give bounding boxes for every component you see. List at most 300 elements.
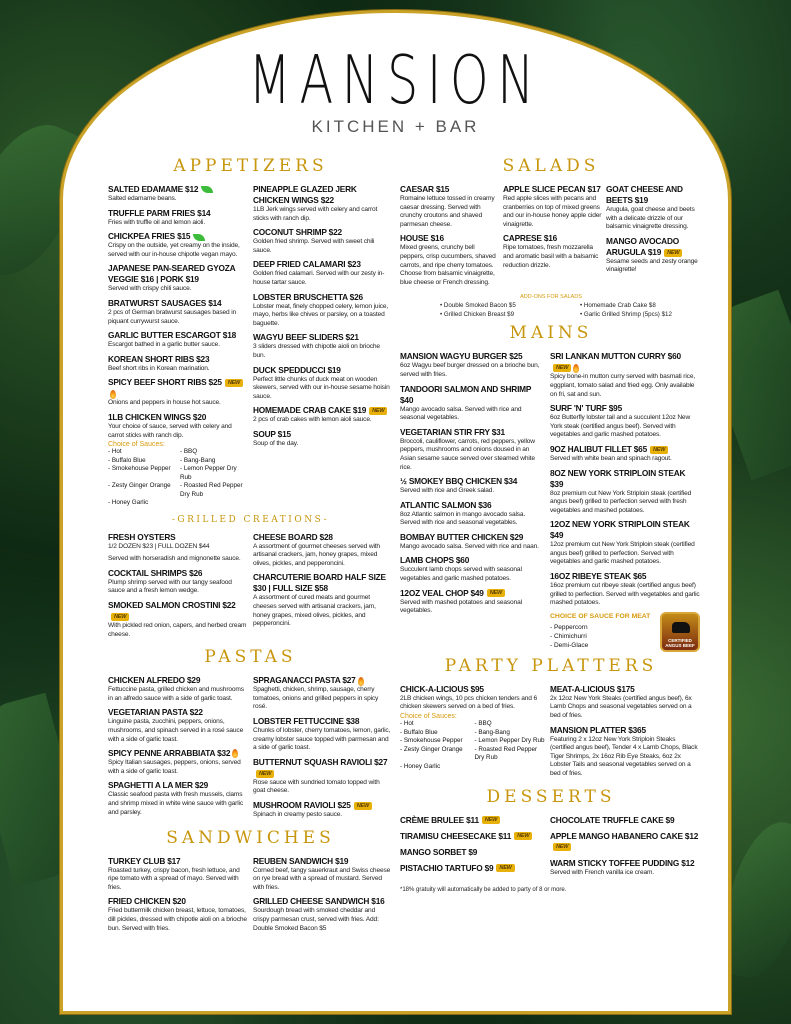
menu-item-description: 12oz premium cut New York Striploin steak (certified angus beef) grilled to perfection. Served with vegetables and garlic mashed potatoes. xyxy=(550,541,695,566)
item-title: CHICK-A-LICIOUS $95 xyxy=(400,683,484,694)
menu-item xyxy=(108,707,248,744)
menu-item-name xyxy=(253,365,393,376)
sauce-option: - Buffalo Blue xyxy=(400,728,438,736)
sauce-option: - Honey Garlic xyxy=(400,762,441,770)
item-title: VEGETARIAN PASTA $22 xyxy=(108,707,203,718)
menu-item-name xyxy=(253,429,393,440)
salads-col-1 xyxy=(400,184,500,291)
menu-item-name xyxy=(400,351,545,362)
item-title: SMOKED SALMON CROSTINI $22 xyxy=(108,600,236,610)
menu-item-description: Fettuccine pasta, grilled chicken and mushrooms in an alfredo sauce with a side of garlic toast. xyxy=(108,686,244,702)
new-badge: NEW xyxy=(487,589,505,597)
menu-item xyxy=(253,532,393,569)
item-title: TURKEY CLUB $17 xyxy=(108,855,181,866)
item-title: HOMEMADE CRAB CAKE $19 xyxy=(253,405,367,416)
sauce-option: - Zesty Ginger Orange xyxy=(108,482,171,490)
salads-grid xyxy=(400,184,702,291)
sauce-option: - Lemon Pepper Dry Rub xyxy=(474,737,545,745)
item-title: 16OZ RIBEYE STEAK $65 xyxy=(550,571,647,582)
addon-item: • Double Smoked Bacon $5 xyxy=(440,302,516,310)
desserts-col-1 xyxy=(400,815,545,883)
new-badge: NEW xyxy=(369,407,387,415)
item-title: FRESH OYSTERS xyxy=(108,531,176,542)
menu-item-name xyxy=(108,298,248,309)
item-title: CHICKPEA FRIES $15 xyxy=(108,231,191,242)
menu-item xyxy=(550,519,700,567)
menu-item-description: Ripe tomatoes, fresh mozzarella and aromatic basil with a balsamic reduction drizzle. xyxy=(503,244,599,269)
item-title: TRUFFLE PARM FRIES $14 xyxy=(108,207,211,218)
item-title: TANDOORI SALMON AND SHRIMP $40 xyxy=(400,383,532,405)
item-title: 9OZ HALIBUT FILLET $65 xyxy=(550,443,648,454)
addon-item: • Homemade Crab Cake $8 xyxy=(580,302,656,310)
menu-item-name xyxy=(550,444,700,455)
spicy-flame-icon xyxy=(573,364,579,373)
item-title: SALTED EDAMAME $12 xyxy=(108,184,199,194)
menu-item-name xyxy=(503,233,603,244)
item-title: KOREAN SHORT RIBS $23 xyxy=(108,353,210,364)
menu-item-name xyxy=(550,468,700,490)
menu-item-name xyxy=(606,236,704,258)
menu-item-name xyxy=(550,831,700,853)
item-title: PINEAPPLE GLAZED JERK CHICKEN WINGS $22 xyxy=(253,184,357,205)
item-title: 12OZ NEW YORK STRIPLOIN STEAK $49 xyxy=(550,519,690,541)
salads-col-3 xyxy=(606,184,704,291)
menu-item-description: 1/2 DOZEN $23 | FULL DOZEN $44 xyxy=(108,542,210,550)
menu-item-description: Rose sauce with sundried tomato topped with goat cheese. xyxy=(253,778,380,795)
new-badge: NEW xyxy=(482,816,500,824)
menu-item-description: Served with rice and Greek salad. xyxy=(400,487,495,495)
menu-item-name xyxy=(108,675,248,686)
item-title: SPRAGANACCI PASTA $27 xyxy=(253,675,356,686)
menu-item xyxy=(108,856,248,893)
menu-item-name xyxy=(550,684,700,695)
grilled-col-1 xyxy=(108,532,248,644)
menu-item-name xyxy=(108,377,248,399)
new-badge: NEW xyxy=(225,379,243,387)
vegan-leaf-icon xyxy=(193,234,205,241)
sauce-heading: Choice of Sauces: xyxy=(400,713,457,721)
sauce-heading: Choice of Sauces: xyxy=(108,441,165,449)
item-title: WAGYU BEEF SLIDERS $21 xyxy=(253,332,359,343)
item-title: DUCK SPEDDUCCI $19 xyxy=(253,364,341,375)
menu-item xyxy=(253,757,393,796)
menu-item-name xyxy=(400,684,545,695)
menu-item xyxy=(108,298,248,326)
item-title: CRÈME BRULEE $11 xyxy=(400,814,479,825)
menu-item-name xyxy=(550,519,700,541)
item-title: LAMB CHOPS $60 xyxy=(400,555,470,566)
menu-item-description: Roasted turkey, crispy bacon, fresh lettuce, and ripe tomato with a spread of mayo. Served with fries. xyxy=(108,866,240,891)
menu-item xyxy=(108,896,248,933)
menu-item-description: Arugula, goat cheese and beets with a delicate drizzle of our balsamic vinaigrette dressing. xyxy=(606,206,695,231)
meat-sauce-text xyxy=(550,612,650,650)
addon-item: • Garlic Grilled Shrimp (5pcs) $12 xyxy=(580,311,672,319)
appetizers-grid xyxy=(108,184,393,512)
mains-col-1 xyxy=(400,351,545,652)
menu-item xyxy=(400,588,545,616)
menu-item xyxy=(108,412,248,508)
grilled-grid xyxy=(108,532,393,644)
item-title: CHEESE BOARD $28 xyxy=(253,531,333,542)
menu-item-name xyxy=(400,815,545,826)
menu-item-name xyxy=(108,780,248,791)
party-grid xyxy=(400,684,702,783)
menu-item-description: 8oz Atlantic salmon in mango avocado salsa. Served with rice and seasonal vegetables. xyxy=(400,510,526,527)
menu-item xyxy=(550,351,700,399)
menu-item xyxy=(253,227,393,255)
menu-item xyxy=(400,863,545,874)
menu-item xyxy=(108,600,248,639)
menu-item xyxy=(550,831,700,853)
spicy-flame-icon xyxy=(110,390,116,399)
menu-item-name xyxy=(550,725,700,736)
vegan-leaf-icon xyxy=(201,186,213,193)
meat-sauce-item: - Demi-Glace xyxy=(550,641,589,649)
menu-item xyxy=(400,831,545,842)
menu-item xyxy=(253,572,393,628)
menu-item xyxy=(550,571,700,608)
menu-item xyxy=(108,555,248,564)
item-title: CHOCOLATE TRUFFLE CAKE $9 xyxy=(550,814,675,825)
menu-item xyxy=(550,403,700,440)
item-title: COCONUT SHRIMP $22 xyxy=(253,227,342,238)
menu-item-name xyxy=(400,532,545,543)
menu-item-name xyxy=(606,184,704,206)
meat-sauce-item: - Chimichurri xyxy=(550,632,587,640)
menu-item-name xyxy=(550,571,700,582)
menu-item xyxy=(108,532,248,552)
menu-item-description: Sourdough bread with smoked cheddar and crispy parmesan crust, served with fries. Add: Double Smoked Bacon $5 xyxy=(253,907,379,932)
menu-item-description: Corned beef, tangy sauerkraut and Swiss cheese on rye bread with a spread of mustard. Served with fries. xyxy=(253,866,391,891)
menu-item-description: 2 pcs of crab cakes with lemon aioli sauce. xyxy=(253,416,372,424)
menu-item-description: Perfect little chunks of duck meat on wooden skewers, served with our in-house sesame hoisin sauce. xyxy=(253,375,390,400)
menu-item-name xyxy=(253,332,393,343)
party-col-1 xyxy=(400,684,545,783)
item-title: MANGO AVOCADO ARUGULA $19 xyxy=(606,235,679,257)
sandwiches-heading: SANDWICHES xyxy=(166,827,335,848)
meat-sauce-heading: CHOICE OF SAUCE FOR MEAT xyxy=(550,612,651,620)
item-title: PISTACHIO TARTUFO $9 xyxy=(400,862,494,873)
menu-item-description: Served with crispy chili sauce. xyxy=(108,285,192,293)
item-title: CHARCUTERIE BOARD HALF SIZE $30 | FULL SIZE $58 xyxy=(253,572,386,594)
menu-item-name xyxy=(253,259,393,270)
logo-subtitle: KITCHEN + BAR xyxy=(311,117,480,136)
addons-list xyxy=(440,301,702,319)
menu-item-description: Fries with truffle oil and lemon aioli. xyxy=(108,218,206,226)
menu-item xyxy=(108,780,248,817)
item-title: SOUP $15 xyxy=(253,428,291,439)
menu-item xyxy=(253,896,393,933)
item-title: BUTTERNUT SQUASH RAVIOLI $27 xyxy=(253,756,388,767)
spicy-flame-icon xyxy=(358,677,364,686)
menu-item-description: Spinach in creamy pesto sauce. xyxy=(253,810,342,818)
menu-item-name xyxy=(400,184,500,195)
item-title: GARLIC BUTTER ESCARGOT $18 xyxy=(108,330,237,341)
item-title: SURF 'N' TURF $95 xyxy=(550,403,623,414)
menu-item-name xyxy=(108,568,248,579)
pastas-col-1 xyxy=(108,675,248,823)
item-title: ½ SMOKEY BBQ CHICKEN $34 xyxy=(400,476,518,487)
menu-item-name xyxy=(108,412,248,423)
menu-item-name xyxy=(108,707,248,718)
menu-item-description: 1LB Jerk wings served with celery and carrot sticks with ranch dip. xyxy=(253,206,378,222)
menu-item xyxy=(253,675,393,712)
menu-item xyxy=(253,429,393,449)
menu-item-name xyxy=(550,858,700,869)
menu-item-name xyxy=(108,208,248,219)
item-title: SRI LANKAN MUTTON CURRY $60 xyxy=(550,351,681,362)
mains-col-2 xyxy=(550,351,700,652)
menu-item-name xyxy=(108,354,248,365)
menu-item-name xyxy=(253,856,393,867)
item-title: LOBSTER BRUSCHETTA $26 xyxy=(253,291,363,302)
mains-grid xyxy=(400,351,702,652)
menu-item xyxy=(400,532,545,552)
menu-item xyxy=(108,675,248,703)
menu-item-name xyxy=(400,555,545,566)
menu-item xyxy=(253,365,393,402)
menu-item-description: Crispy on the outside, yet creamy on the inside, served with our in-house chipotle vegan mayo. xyxy=(108,242,240,258)
item-title: CAESAR $15 xyxy=(400,184,450,194)
menu-item xyxy=(400,847,545,858)
sauce-option: - Buffalo Blue xyxy=(108,456,146,464)
menu-item xyxy=(400,184,500,229)
menu-item-name xyxy=(400,500,545,511)
new-badge: NEW xyxy=(496,864,514,872)
menu-item xyxy=(550,444,700,464)
item-title: JAPANESE PAN-SEARED GYOZA VEGGIE $16 | PORK $19 xyxy=(108,263,236,285)
menu-item-description: Golden fried calamari. Served with our zesty in-house tartar sauce. xyxy=(253,270,385,286)
menu-item-description: Mixed greens, crunchy bell peppers, crisp cucumbers, shaved carrots, and ripe cherry tomatoes. Choose from balsamic vinaigrette, blue cheese or French dressing. xyxy=(400,244,496,286)
menu-item-description: Succulent lamb chops served with seasonal vegetables and garlic mashed potatoes. xyxy=(400,566,522,583)
menu-item-name xyxy=(108,600,248,622)
new-badge: NEW xyxy=(256,770,274,778)
menu-item-name xyxy=(253,532,393,543)
pastas-col-2 xyxy=(253,675,393,823)
menu-item-name xyxy=(253,716,393,727)
sandwiches-grid xyxy=(108,856,393,938)
sauce-option: - Bang-Bang xyxy=(180,456,216,464)
sauce-option: - Hot xyxy=(108,448,122,456)
sauce-option: - BBQ xyxy=(474,720,492,728)
menu-item xyxy=(550,858,700,878)
menu-item-description: 3 sliders dressed with chipotle aioli on brioche bun. xyxy=(253,343,380,359)
menu-item-name xyxy=(550,351,700,373)
menu-item xyxy=(550,815,700,826)
grilled-heading: -GRILLED CREATIONS- xyxy=(171,514,330,525)
sandwiches-col-1 xyxy=(108,856,248,938)
item-title: TIRAMISU CHEESECAKE $11 xyxy=(400,830,512,841)
menu-item-name xyxy=(108,856,248,867)
menu-item-description: Your choice of sauce, served with celery and carrot sticks with ranch dip. xyxy=(108,422,232,439)
item-title: MUSHROOM RAVIOLI $25 xyxy=(253,799,351,810)
menu-item-description: 16oz premium cut ribeye steak (certified angus beef) grilled to perfection. Served with vegetables and garlic mashed potatoes. xyxy=(550,582,700,607)
item-title: DEEP FRIED CALAMARI $23 xyxy=(253,259,361,270)
pastas-grid xyxy=(108,675,393,823)
menu-item-description: Sesame seeds and zesty orange vinaigrette! xyxy=(606,257,698,274)
menu-item-name xyxy=(400,476,545,487)
menu-item xyxy=(108,231,248,259)
menu-item-description: Salted edamame beans. xyxy=(108,195,177,202)
menu-item-name xyxy=(108,263,248,285)
item-title: 12OZ VEAL CHOP $49 xyxy=(400,587,484,598)
menu-item-name xyxy=(253,184,393,206)
menu-item-name xyxy=(400,233,500,244)
sandwiches-col-2 xyxy=(253,856,393,938)
mains-heading: MAINS xyxy=(509,323,593,344)
pastas-heading: PASTAS xyxy=(204,647,297,668)
menu-item-description: 2x 12oz New York Steaks (certified angus beef), 6x Lamb Chops and seasonal vegetables served on a bed of fries. xyxy=(550,694,692,720)
menu-item xyxy=(108,568,248,596)
menu-item-name xyxy=(400,847,545,858)
new-badge: NEW xyxy=(553,364,571,372)
menu-item-description: With pickled red onion, capers, and herbed cream cheese. xyxy=(108,622,247,638)
appetizers-heading: APPETIZERS xyxy=(173,156,328,176)
item-title: 8OZ NEW YORK STRIPLOIN STEAK $39 xyxy=(550,467,686,489)
menu-item-description: Escargot bathed in a garlic butter sauce. xyxy=(108,341,220,349)
new-badge: NEW xyxy=(111,613,129,621)
menu-item-description: Soup of the day. xyxy=(253,439,299,447)
menu-item xyxy=(253,800,393,820)
desserts-grid xyxy=(400,815,702,883)
menu-item-description: Classic seafood pasta with fresh mussels, clams and shrimp mixed in white wine sauce with garlic and parsley. xyxy=(108,791,243,816)
item-title: SPICY BEEF SHORT RIBS $25 xyxy=(108,377,222,388)
item-title: GRILLED CHEESE SANDWICH $16 xyxy=(253,896,385,907)
party-platters-heading: PARTY PLATTERS xyxy=(444,655,658,676)
menu-item xyxy=(606,184,704,232)
menu-item-description: Linguine pasta, zucchini, peppers, onions, mushrooms, and spinach served in a rosé sauce with a side of garlic toast. xyxy=(108,718,244,743)
new-badge: NEW xyxy=(650,446,668,454)
menu-item xyxy=(108,354,248,374)
menu-item-description: Served with French vanilla ice cream. xyxy=(550,868,655,876)
menu-item xyxy=(550,468,700,516)
sauce-option: - Smokehouse Pepper xyxy=(400,737,463,745)
menu-item-name xyxy=(253,757,393,779)
menu-item xyxy=(108,263,248,294)
menu-item-name xyxy=(253,572,393,594)
menu-item-description: Onions and peppers in house hot sauce. xyxy=(108,399,221,407)
item-title: MANGO SORBET $9 xyxy=(400,846,478,857)
menu-item xyxy=(108,184,248,204)
menu-item-name xyxy=(253,292,393,303)
item-title: SPICY PENNE ARRABBIATA $32 xyxy=(108,748,231,759)
menu-item-name xyxy=(108,330,248,341)
item-title: MEAT-A-LICIOUS $175 xyxy=(550,683,635,694)
desserts-heading: DESSERTS xyxy=(486,786,616,807)
menu-item xyxy=(400,384,545,423)
menu-item xyxy=(253,332,393,360)
menu-item xyxy=(550,684,700,721)
new-badge: NEW xyxy=(354,802,372,810)
logo-title: MANSION xyxy=(248,40,543,120)
item-title: MANSION PLATTER $365 xyxy=(550,724,646,735)
menu-item-name xyxy=(253,675,393,686)
item-title: 1LB CHICKEN WINGS $20 xyxy=(108,411,207,422)
menu-item-name xyxy=(550,815,700,826)
addon-item: • Grilled Chicken Breast $9 xyxy=(440,311,515,319)
menu-item-name xyxy=(400,427,545,438)
menu-item-description: Beef short ribs in Korean marination. xyxy=(108,364,210,372)
menu-item-description: Spicy bone-in mutton curry served with basmati rice, eggplant, tomato salad and fried egg. Only available on fri, sat and sun. xyxy=(550,373,696,398)
sauce-option: - Zesty Ginger Orange xyxy=(400,745,463,753)
menu-item-description: Plump shrimp served with our tangy seafood sauce and a fresh lemon wedge. xyxy=(108,578,232,595)
meat-sauce-item: - Peppercorn xyxy=(550,623,588,631)
sauce-option: - BBQ xyxy=(180,448,198,456)
menu-item xyxy=(253,292,393,329)
item-title: APPLE SLICE PECAN $17 xyxy=(503,184,601,194)
menu-item xyxy=(400,500,545,528)
sauce-option: - Honey Garlic xyxy=(108,499,149,507)
new-badge: NEW xyxy=(514,832,532,840)
menu-item-name xyxy=(108,231,248,242)
sauce-list xyxy=(108,448,248,508)
menu-item-description: 6oz Butterfly lobster tail and a succulent 12oz New York steak (certified angus beef). Served with vegetables and garlic mashed potatoes. xyxy=(550,414,691,439)
menu-item-description: 2LB chicken wings, 10 pcs chicken tenders and 6 chicken skewers served on a bed of fries. xyxy=(400,694,537,711)
desserts-col-2 xyxy=(550,815,700,883)
menu-item xyxy=(400,684,545,771)
sauce-list xyxy=(400,720,545,771)
item-title: REUBEN SANDWICH $19 xyxy=(253,855,349,866)
menu-item-name xyxy=(253,800,393,811)
menu-item-description: Served with white bean and spinach ragout. xyxy=(550,454,672,462)
menu-item xyxy=(253,184,393,223)
sauce-option: - Bang-Bang xyxy=(474,728,510,736)
salads-heading: SALADS xyxy=(502,156,600,176)
sauce-option: - Smokehouse Pepper xyxy=(108,465,171,473)
menu-item-description: Romaine lettuce tossed in creamy caesar dressing. Served with crunchy croutons and shaved parmesan cheese. xyxy=(400,195,495,228)
menu-item-description: 8oz premium cut New York Striploin steak (certified angus beef) grilled to perfection served with fresh vegetables and mashed potatoes. xyxy=(550,489,692,514)
menu-item-description: A assortment of cured meats and gourmet cheeses served with artisanal crackers, jam, honey grapes, mixed olives, pickles, and pepperoncini. xyxy=(253,594,376,628)
menu-item-name xyxy=(253,896,393,907)
menu-item-name xyxy=(108,532,248,543)
item-title: COCKTAIL SHRIMPS $26 xyxy=(108,567,203,578)
menu-item xyxy=(108,377,248,408)
new-badge: NEW xyxy=(553,843,571,851)
menu-item-name xyxy=(253,227,393,238)
appetizers-col-2 xyxy=(253,184,393,512)
menu-item-description: Spicy Italian sausages, peppers, onions, served with a side of garlic toast. xyxy=(108,759,241,775)
menu-item xyxy=(606,236,704,275)
item-title: CHICKEN ALFREDO $29 xyxy=(108,675,201,686)
menu-item xyxy=(253,716,393,753)
menu-item xyxy=(550,725,700,779)
menu-item-description: Served with horseradish and mignonette sauce. xyxy=(108,555,241,563)
menu-item-description: Chunks of lobster, cherry tomatoes, lemon, garlic, creamy lobster sauce topped with parmesan and a side of garlic toast. xyxy=(253,726,391,752)
menu-item xyxy=(503,233,603,270)
item-title: LOBSTER FETTUCCINE $38 xyxy=(253,715,360,726)
menu-item-description: Fried buttermilk chicken breast, lettuce, tomatoes, dill pickles, dressed with chipotle aioli on a brioche bun. Served with fries. xyxy=(108,907,247,932)
menu-item-name xyxy=(550,403,700,414)
certified-angus-beef-badge: CERTIFIED ANGUS BEEF xyxy=(660,612,700,652)
menu-item-name xyxy=(503,184,603,195)
sauce-option: - Lemon Pepper Dry Rub xyxy=(180,465,237,481)
appetizers-col-1 xyxy=(108,184,248,512)
menu-item xyxy=(400,351,545,379)
item-title: GOAT CHEESE AND BEETS $19 xyxy=(606,184,683,205)
meat-sauce-list xyxy=(550,623,650,650)
menu-item-description: Lobster meat, finely chopped celery, lemon juice, mayo, herbs like chives or parsley, on a toasted baguette. xyxy=(253,302,389,327)
menu-item-description: Mango avocado salsa. Served with rice and seasonal vegetables. xyxy=(400,405,522,422)
menu-item xyxy=(400,815,545,826)
menu-item-description: 6oz Wagyu beef burger dressed on a brioche bun, served with fries. xyxy=(400,362,540,378)
menu-item xyxy=(108,330,248,350)
menu-item xyxy=(400,233,500,287)
menu-item-description: 2 pcs of German bratwurst sausages based in piquant currywurst sauce. xyxy=(108,308,237,325)
menu-item-description: Mango avocado salsa. Served with rice and naan. xyxy=(400,542,539,550)
item-title: BOMBAY BUTTER CHICKEN $29 xyxy=(400,531,524,542)
item-title: ATLANTIC SALMON $36 xyxy=(400,499,492,510)
left-half xyxy=(108,152,393,937)
